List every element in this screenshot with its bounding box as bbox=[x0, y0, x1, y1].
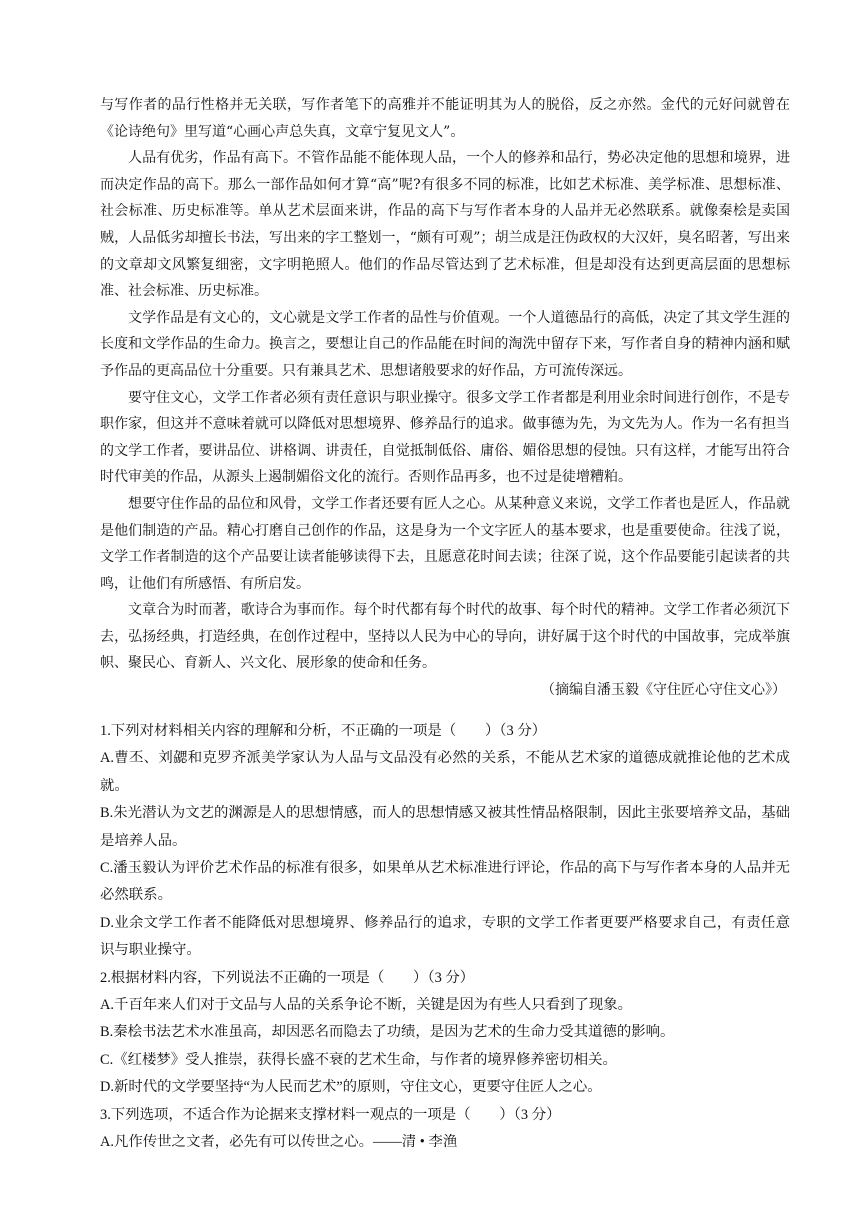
passage-paragraph: 要守住文心，文学工作者必须有责任意识与职业操守。很多文学工作者都是利用业余时间进行创作，不是专职作家，但这并不意味着就可以降低对思想境界、修养品行的追求。做事德为先，为文先为人。作为一名有担当的文学工作者，要讲品位、讲格调、讲责任，自觉抵制低俗、庸俗、媚俗思想的侵蚀。只有这样，才能写出符合时代审美的作品，从源头上遏制媚俗文化的流行。否则作品再多，也不过是徒增糟粕。 bbox=[100, 389, 790, 486]
passage-source: （摘编自潘玉毅《守住匠心守住文心》） bbox=[541, 682, 786, 699]
question-1 bbox=[100, 718, 790, 965]
option-a: A.凡作传世之文者，必先有可以传世之心。——清 • 李渔 bbox=[100, 1134, 458, 1151]
option-a: A.千百年来人们对于文品与人品的关系争论不断，关键是因为有些人只看到了现象。 bbox=[100, 997, 633, 1014]
option-a: A.曹丕、刘勰和克罗齐派美学家认为人品与文品没有必然的关系，不能从艺术家的道德成就推论他的艺术成就。 bbox=[100, 750, 790, 794]
question-stem: 3.下列选项，不适合作为论据来支撑材料一观点的一项是（ ）（3 分） bbox=[100, 1106, 561, 1123]
question-stem: 1.下列对材料相关内容的理解和分析，不正确的一项是（ ）（3 分） bbox=[100, 723, 547, 739]
option-c: C.《红楼梦》受人推崇，获得长盛不衰的艺术生命，与作者的境界修养密切相关。 bbox=[100, 1051, 617, 1068]
passage-paragraph: 文章合为时而著，歌诗合为事而作。每个时代都有每个时代的故事、每个时代的精神。文学工作者必须沉下去，弘扬经典，打造经典，在创作过程中，坚持以人民为中心的导向，讲好属于这个时代的中国故事，完成举旗帜、聚民心、育新人、兴文化、展形象的使命和任务。 bbox=[100, 602, 790, 672]
reading-passage bbox=[100, 92, 790, 704]
option-b: B.朱光潜认为文艺的渊源是人的思想情感，而人的思想情感又被其性情品格限制，因此主张要培养文品，基础是培养人品。 bbox=[100, 805, 790, 849]
question-2 bbox=[100, 965, 790, 1102]
question-list bbox=[100, 718, 790, 1157]
passage-paragraph: 人品有优劣，作品有高下。不管作品能不能体现人品，一个人的修养和品行，势必决定他的思想和境界，进而决定作品的高下。那么一部作品如何才算“高”呢?有很多不同的标准，比如艺术标准、美学标准、思想标准、社会标准、历史标准等。单从艺术层面来讲，作品的高下与写作者本身的人品并无必然联系。就像秦桧是卖国贼，人品低劣却擅长书法，写出来的字工整划一，“颇有可观”；胡兰成是汪伪政权的大汉奸，臭名昭著，写出来的文章却文风繁复细密，文字明艳照人。他们的作品尽管达到了艺术标准，但是却没有达到更高层面的思想标准、社会标准、历史标准。 bbox=[100, 150, 790, 300]
option-d: D.业余文学工作者不能降低对思想境界、修养品行的追求，专职的文学工作者更要严格要求自己，有责任意识与职业操守。 bbox=[100, 914, 790, 959]
passage-paragraph: 与写作者的品行性格并无关联，写作者笔下的高雅并不能证明其为人的脱俗，反之亦然。金代的元好问就曾在《论诗绝句》里写道“心画心声总失真，文章宁复见文人”。 bbox=[100, 97, 790, 140]
question-3 bbox=[100, 1102, 790, 1157]
passage-paragraph: 文学作品是有文心的，文心就是文学工作者的品性与价值观。一个人道德品行的高低，决定了其文学生涯的长度和文学作品的生命力。换言之，要想让自己的作品能在时间的淘洗中留存下来，写作者自身的精神内涵和赋予作品的更高品位十分重要。只有兼具艺术、思想诸般要求的好作品，方可流传深远。 bbox=[100, 309, 790, 379]
option-b: B.秦桧书法艺术水准虽高，却因恶名而隐去了功绩，是因为艺术的生命力受其道德的影响。 bbox=[100, 1024, 675, 1041]
passage-paragraph: 想要守住作品的品位和风骨，文学工作者还要有匠人之心。从某种意义来说，文学工作者也是匠人，作品就是他们制造的产品。精心打磨自己创作的作品，这是身为一个文字匠人的基本要求，也是重要使命。往浅了说，文学工作者制造的这个产品要让读者能够读得下去，且愿意花时间去读；往深了说，这个作品要能引起读者的共鸣，让他们有所感悟、有所启发。 bbox=[100, 495, 790, 592]
question-stem: 2.根据材料内容，下列说法不正确的一项是（ ）（3 分） bbox=[100, 969, 475, 986]
option-d: D.新时代的文学要坚持“为人民而艺术”的原则，守住文心，更要守住匠人之心。 bbox=[100, 1079, 602, 1096]
option-c: C.潘玉毅认为评价艺术作品的标准有很多，如果单从艺术标准进行评论，作品的高下与写作者本身的人品并无必然联系。 bbox=[100, 860, 790, 904]
